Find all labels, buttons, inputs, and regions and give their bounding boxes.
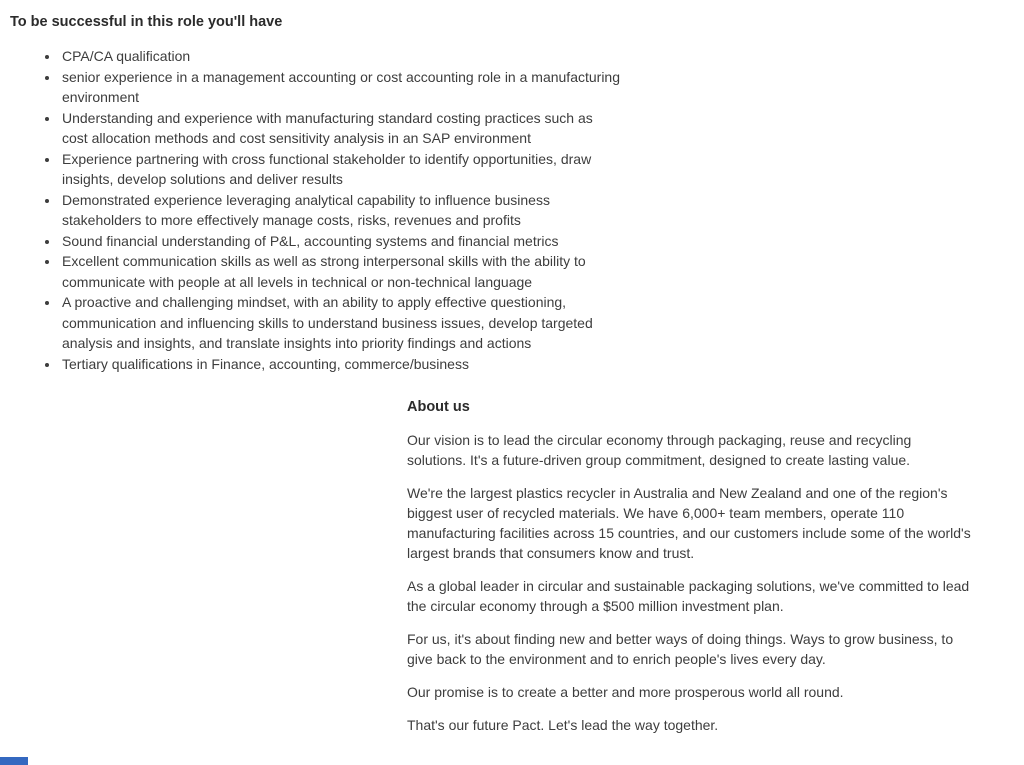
requirement-item: • Experience partnering with cross functional stakeholder to identify opportunities, draw insights, develop solutions and deliver results [60, 149, 622, 190]
requirement-item: • Understanding and experience with manufacturing standard costing practices such as cost allocation methods and cost sensitivity analysis in an SAP environment [60, 108, 622, 149]
about-paragraph: Our vision is to lead the circular economy through packaging, reuse and recycling solutions. It's a future-driven group commitment, designed to create lasting value. [407, 432, 912, 468]
about-paragraph: For us, it's about finding new and better ways of doing things. Ways to grow business, to give back to the environment and to enrich people's lives every day. [407, 631, 954, 667]
requirement-item: • Sound financial understanding of P&L, accounting systems and financial metrics [60, 231, 622, 252]
about-paragraph: That's our future Pact. Let's lead the way together. [407, 717, 719, 733]
about-paragraph: Our promise is to create a better and more prosperous world all round. [407, 684, 844, 700]
requirement-item: • Tertiary qualifications in Finance, accounting, commerce/business [60, 354, 622, 375]
about-paragraph: We're the largest plastics recycler in Australia and New Zealand and one of the region's biggest user of recycled materials. We have 6,000+ team members, operate 110 manufacturing facilities across 15 countries, and our customers include some of the world's largest brands that consumers know and trust. [407, 485, 971, 561]
requirement-item: • senior experience in a management accounting or cost accounting role in a manufacturing environment [60, 67, 622, 108]
requirements-heading: To be successful in this role you'll have [10, 14, 283, 30]
about-section [407, 398, 972, 735]
requirements-section [0, 0, 1024, 374]
about-paragraph: As a global leader in circular and sustainable packaging solutions, we've committed to lead the circular economy through a $500 million investment plan. [407, 578, 970, 614]
requirement-item: • CPA/CA qualification [60, 46, 622, 67]
about-heading: About us [407, 399, 470, 415]
requirements-list [10, 46, 622, 374]
requirement-item: • A proactive and challenging mindset, with an ability to apply effective questioning, communication and influencing skills to understand business issues, develop targeted analysis and insights, and translate insights into priority findings and actions [60, 292, 622, 354]
requirement-item: • Excellent communication skills as well as strong interpersonal skills with the ability to communicate with people at all levels in technical or non-technical language [60, 251, 622, 292]
partial-blue-element [0, 757, 28, 765]
requirement-item: • Demonstrated experience leveraging analytical capability to influence business stakeholders to more effectively manage costs, risks, revenues and profits [60, 190, 622, 231]
